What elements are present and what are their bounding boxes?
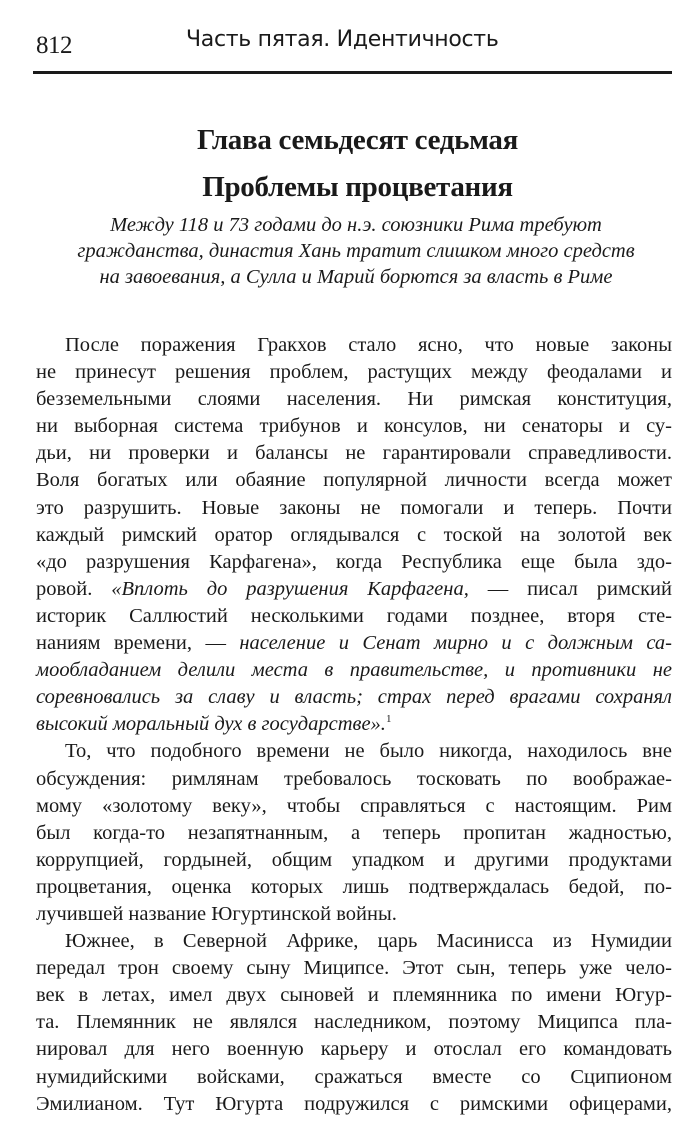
text-run: ровой. [36,577,112,600]
text-line: ни выборная система трибунов и консулов, ни сенаторы и су- [36,415,672,438]
text-line: Южнее, в Северной Африке, царь Масинисса из Нумидии [65,930,672,953]
text-line [36,630,672,657]
text-line: После поражения Гракхов стало ясно, что новые законы [65,334,672,356]
text-line: та. Племянник не являлся наследником, поэтому Миципса пла- [36,1011,672,1034]
text-line: не принесут решения проблем, растущих между феодалами и [36,361,672,384]
text-line: Эмилианом. Тут Югурта подружился с римскими офицерами, [36,1092,672,1115]
text-line: был когда-то незапятнанным, а теперь пропитан жадностью, [36,821,672,844]
text-line: нумидийскими войсками, сражаться вместе со Сципионом [36,1065,672,1088]
epigraph-line: Между 118 и 73 годами до н.э. союзники Рима требуют [110,214,602,236]
page-header [33,22,673,62]
epigraph-line: гражданства, династия Хань тратит слишком много средств [77,240,635,262]
quote-line: мообладанием делили места в правительстве, и противники не [36,659,672,682]
footnote-ref[interactable]: 1 [385,713,392,726]
quote-run: «Вплоть до разрушения Карфагена, [111,577,469,600]
chapter-title: Проблемы процветания [202,171,513,203]
quote-run: высокий моральный дух в государстве». [36,713,386,736]
page-number: 812 [36,32,72,59]
text-line: историк Саллюстий несколькими годами позднее, вторя сте- [36,604,672,627]
text-line: век в летах, имел двух сыновей и племянника по имени Югур- [36,984,672,1007]
text-line: дьи, ни проверки и балансы не гарантировали справедливости. [36,442,672,465]
header-rule [33,71,672,74]
epigraph-line: на завоевания, а Сулла и Марий борются за власть в Риме [99,266,613,288]
text-line [36,711,672,738]
text-run: наниям времени, — [36,632,240,655]
text-line: процветания, оценка которых лишь подтверждалась бедой, по- [36,875,672,898]
running-head: Часть пятая. Идентичность [186,27,499,52]
text-line: То, что подобного времени не было никогда, находилось вне [65,740,672,763]
text-line: нировал для него военную карьеру и отослал его командовать [36,1038,672,1061]
paragraph-3 [36,928,672,1118]
text-line: передал трон своему сыну Миципсе. Этот сын, теперь уже чело- [36,957,672,980]
body-text [36,332,672,1118]
paragraph-1 [36,332,672,738]
text-line: «до разрушения Карфагена», когда Республика еще была здо- [36,550,672,573]
quote-run: население и Сенат мирно и с должным са- [239,632,672,655]
chapter-number-title: Глава семьдесят седьмая [196,124,519,156]
text-line: безземельными слоями населения. Ни римская конституция, [36,388,672,411]
text-line: лучившей название Югуртинской войны. [36,902,397,925]
text-line: коррупцией, гордыней, общим упадком и другими продуктами [36,848,672,871]
text-line: каждый римский оратор оглядывался с тоской на золотой век [36,523,672,546]
chapter-epigraph [50,212,662,290]
text-line: Воля богатых или обаяние популярной личности всегда может [36,469,672,492]
text-line: обсуждения: римлянам требовалось тосковать по воображае- [36,767,672,790]
text-run: — писал римский [468,577,672,600]
quote-line: соревновались за славу и власть; страх перед врагами сохранял [36,686,672,709]
text-line: мому «золотому веку», чтобы справляться с настоящим. Рим [36,794,672,817]
text-line: это разрушить. Новые законы не помогали и теперь. Почти [36,496,672,519]
text-line [36,576,672,603]
paragraph-2 [36,738,672,928]
